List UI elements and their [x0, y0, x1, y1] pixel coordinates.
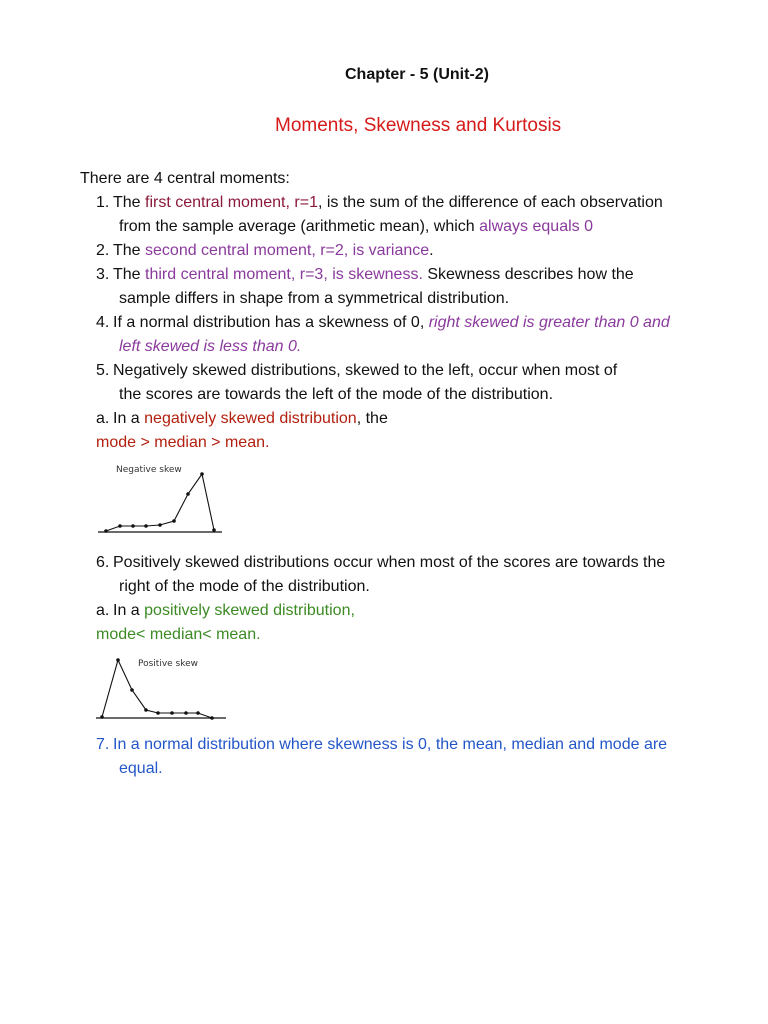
- list-item-6a-relation: mode< median< mean.: [96, 626, 261, 643]
- list-item-5: 5. Negatively skewed distributions, skewed to the left, occur when most of: [96, 362, 618, 379]
- list-item-3: 3. The third central moment, r=3, is skewness. Skewness describes how the: [96, 266, 634, 283]
- list-item-7-cont: equal.: [119, 760, 163, 777]
- list-item-4-cont: left skewed is less than 0.: [119, 338, 302, 355]
- list-item-5a: a. In a negatively skewed distribution, the: [96, 410, 388, 427]
- negative-skew-label: Negative skew: [116, 465, 182, 475]
- list-item-5a-relation: mode > median > mean.: [96, 434, 270, 451]
- intro-text: There are 4 central moments:: [80, 170, 290, 187]
- positive-skew-label: Positive skew: [138, 659, 199, 669]
- chapter-heading: Chapter - 5 (Unit-2): [345, 66, 489, 83]
- page-title: Moments, Skewness and Kurtosis: [275, 115, 562, 136]
- list-item-5-cont: the scores are towards the left of the mode of the distribution.: [119, 386, 554, 403]
- positive-skew-figure: [94, 652, 228, 724]
- list-item-4: 4. If a normal distribution has a skewness of 0, right skewed is greater than 0 and: [96, 314, 670, 331]
- list-item-1-cont: from the sample average (arithmetic mean), which always equals 0: [119, 218, 593, 235]
- list-item-6: 6. Positively skewed distributions occur when most of the scores are towards the: [96, 554, 666, 571]
- negative-skew-curve: [106, 474, 214, 531]
- list-item-1: 1. The first central moment, r=1, is the sum of the difference of each observation: [96, 194, 663, 211]
- list-item-3-cont: sample differs in shape from a symmetrical distribution.: [119, 290, 510, 307]
- list-item-2: 2. The second central moment, r=2, is variance.: [96, 242, 434, 259]
- negative-skew-figure: [98, 460, 226, 538]
- list-item-7: 7. In a normal distribution where skewness is 0, the mean, median and mode are: [96, 736, 668, 753]
- negative-skew-points: [104, 472, 216, 533]
- list-item-6-cont: right of the mode of the distribution.: [119, 578, 370, 595]
- list-item-6a: a. In a positively skewed distribution,: [96, 602, 355, 619]
